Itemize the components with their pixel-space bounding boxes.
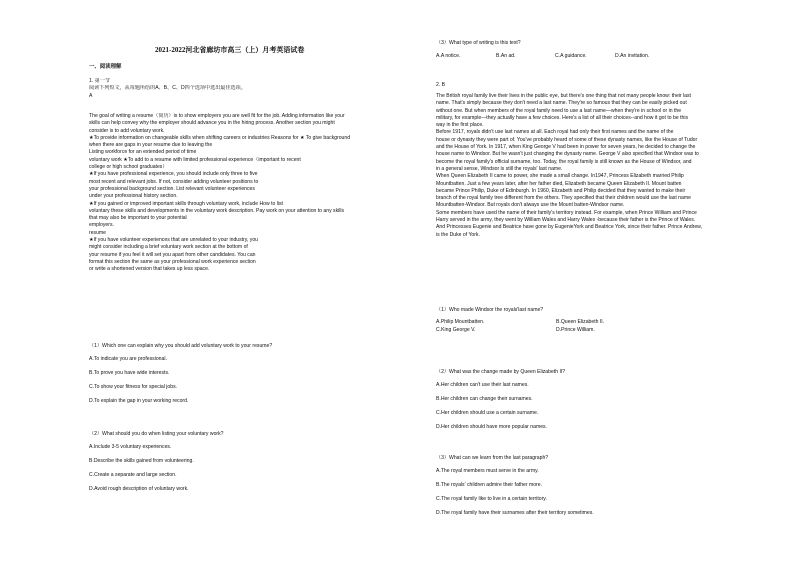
passage-line: Listing workforce for an extended period of time — [89, 149, 197, 156]
question-stem: （2）What should you do when listing your voluntary work? — [89, 431, 224, 437]
passage-line: under your professional history section. — [89, 193, 178, 200]
question-4 — [436, 307, 741, 334]
passage-line: your resume if you feel it will set you apart from other candidates. You can — [89, 251, 256, 258]
question-stem: （3）What can we learn from the last paragraph? — [436, 455, 549, 461]
option-d[interactable]: D.Prince William. — [556, 326, 595, 333]
passage-line: The goal of writing a resume（简历）is to show employers you are well fit for the job. Adding information like your — [89, 113, 345, 119]
option-a[interactable]: A.A notice. — [436, 53, 461, 60]
passage-line: is the Duke of York. — [436, 231, 480, 238]
passage-line: Harry served in the army, they went by William Wales and Harry Wales -because their father is the Prince of Wales. — [436, 217, 696, 224]
passage-line: become the royal family's official surname, too. Today, the royal family is still known as the House of Windsor, and — [436, 158, 692, 165]
passage-a — [89, 113, 395, 274]
intro-a — [89, 78, 395, 100]
passage-line: voluntary work ★To add to a resume with limited professional experience（important to recent — [89, 156, 301, 163]
option-d[interactable]: D.Her children should have more popular names. — [436, 423, 547, 430]
passage-line: or write a shortened version that takes up less space. — [89, 266, 210, 273]
question-stem: （3）What type of writing is this text? — [436, 40, 521, 46]
passage-line: might consider including a brief voluntary work section at the bottom of — [89, 244, 248, 251]
passage-label: A — [89, 92, 93, 99]
option-a[interactable]: A.To indicate you are professional. — [89, 356, 167, 363]
question-1 — [89, 343, 395, 405]
passage-line: branch of the royal family tree different from the others. They specified that their children would use the last name — [436, 195, 691, 202]
passage-line: And Princesses Eugenie and Beatrice have gone by EugenieYork and Beatrice York, since their father. Prince Andrew, — [436, 224, 702, 231]
passage-line: format this section the same as your professional work experience section — [89, 258, 256, 265]
option-a[interactable]: A.The royal members must serve in the army. — [436, 468, 539, 475]
passage-line: Before 1917, royals didn't use last names at all. Each royal had only their first names and the name of the — [436, 129, 674, 136]
question-6 — [436, 455, 741, 517]
option-a[interactable]: A.Philip Mountbatten. — [436, 319, 485, 326]
page-title: 2021-2022河北省廊坊市高三（上）月考英语试卷 — [155, 46, 305, 54]
passage-line: ★To provide information on changeable skills when shifting careers or industries Reasons for ★ To give background — [89, 134, 351, 141]
option-c[interactable]: C.To show your fitness for special jobs. — [89, 383, 178, 390]
passage-line: ★If you have professional experience, you should include only three to five — [89, 171, 258, 178]
question-5 — [436, 369, 741, 431]
option-a[interactable]: A.Her children can't use their last names. — [436, 382, 529, 389]
option-d[interactable]: D.The royal family have their surnames after their territory sometimes. — [436, 509, 594, 516]
option-b[interactable]: B.The royals' children admire their father more. — [436, 482, 543, 489]
option-b[interactable]: B.Queen Elizabeth II. — [556, 319, 605, 326]
option-c[interactable]: C.Her children should use a certain surname. — [436, 409, 539, 416]
instructions: 阅读下列短文，从每题所给的A、B、C、D四个选项中选出最佳选项。 — [89, 85, 246, 92]
section-heading: 一、阅读理解 — [89, 64, 122, 70]
option-b[interactable]: B.An ad. — [496, 53, 516, 60]
passage-line: and the House of York. In 1917, when King George V had been in power for seven years, he decided to change the — [436, 144, 696, 151]
option-row — [436, 53, 741, 60]
passage-line: your professional background section. List relevant volunteer experiences — [89, 185, 255, 192]
passage-line: skills can help convey why the employer should advance you in the hiring process. Another section you might — [89, 120, 335, 127]
passage-line: house or dynasty they were part of. You've probably heard of some of these dynasty names, like the House of Tudor — [436, 136, 698, 143]
passage-line: voluntary these skills and developments in the voluntary work description. Pay work on your attention to any skills — [89, 207, 345, 214]
passage-line: became Prince Philip, Duke of Edinburgh. In 1960, Elizabeth and Philip decided that they wanted to make their — [436, 187, 686, 194]
passage-line: Some members have used the name of their family's territory instead. For example, when Prince William and Prince — [436, 209, 697, 216]
passage-line: house name to Windsor. But he wasn't just changing the dynasty name. George V also specified that Windsor was to — [436, 151, 699, 158]
option-c[interactable]: C.King George V. — [436, 326, 476, 333]
passage-line: ★If you gained or improved important skills through voluntary work, include How to list — [89, 200, 283, 207]
passage-line: resume — [89, 229, 106, 236]
option-grid — [436, 319, 741, 334]
passage-line: Mountbatten. Just a few years later, after her father died, Elizabeth became Queen Elizabeth II. Mount batten — [436, 180, 682, 187]
intro-b — [436, 82, 741, 89]
right-column — [436, 0, 741, 562]
passage-line: without one. But when members of the royal family need to use a last name—when they're in school or in the — [436, 107, 682, 114]
passage-line: military, for example—they actually have a few choices. Here's a list of all their choices--and how it got to be this — [436, 114, 688, 121]
passage-line: name. That's simply because they don't need a last name. They're so famous that they can be easily picked out — [436, 100, 687, 107]
passage-line: consider is to add voluntary work. — [89, 127, 165, 134]
passage-line: that may also be important to your potential — [89, 215, 187, 222]
passage-line: when there are gaps in your resume due to leaving the — [89, 142, 213, 149]
passage-line: ★If you have volunteer experiences that are unrelated to your industry, you — [89, 237, 258, 244]
question-2 — [89, 431, 395, 493]
option-b[interactable]: B.To prove you have wide interests. — [89, 370, 170, 377]
passage-line: college or high school graduates） — [89, 164, 168, 171]
option-b[interactable]: B.Describe the skills gained from volunteering. — [89, 458, 194, 465]
question-stem: （1）Who made Windsor the royals'last name? — [436, 307, 544, 313]
passage-line: employers. — [89, 222, 114, 229]
passage-line: way in the first place. — [436, 122, 484, 129]
passage-line: most recent and relevant jobs. If not, consider adding volunteer positions to — [89, 178, 259, 185]
option-d[interactable]: D.Avoid rough description of voluntary work. — [89, 485, 189, 492]
passage-line: in a general sense, Windsor is still the royals' last name. — [436, 165, 563, 172]
passage-line: Mountbatten-Windsor. But royals don't always use the Mount batten-Windsor name. — [436, 202, 625, 209]
option-c[interactable]: C.Create a separate and large section. — [89, 471, 177, 478]
option-b[interactable]: B.Her children can change their surnames. — [436, 396, 533, 403]
question-3 — [436, 40, 741, 61]
question-number: 1. 第一节 — [89, 78, 110, 84]
option-a[interactable]: A.Include 3-5 voluntary experiences. — [89, 444, 172, 451]
question-stem: （2）What was the change made by Queen Elizabeth II? — [436, 369, 566, 375]
passage-b — [436, 93, 741, 239]
passage-line: The British royal family live their lives in the public eye, but there's one thing that not many people know: their last — [436, 93, 691, 99]
option-c[interactable]: C.A guidance. — [555, 53, 587, 60]
passage-line: When Queen Elizabeth II came to power, she made a small change. In1947, Princess Elizabeth married Philip — [436, 173, 684, 180]
option-d[interactable]: D.An invitation. — [615, 53, 650, 60]
passage-label: 2. B — [436, 82, 446, 88]
option-c[interactable]: C.The royal family like to live in a certain territory. — [436, 495, 547, 502]
question-stem: （1）Which one can explain why you should add voluntary work to your resume? — [89, 343, 273, 349]
left-column — [89, 0, 395, 562]
option-d[interactable]: D.To explain the gap in your working record. — [89, 397, 189, 404]
